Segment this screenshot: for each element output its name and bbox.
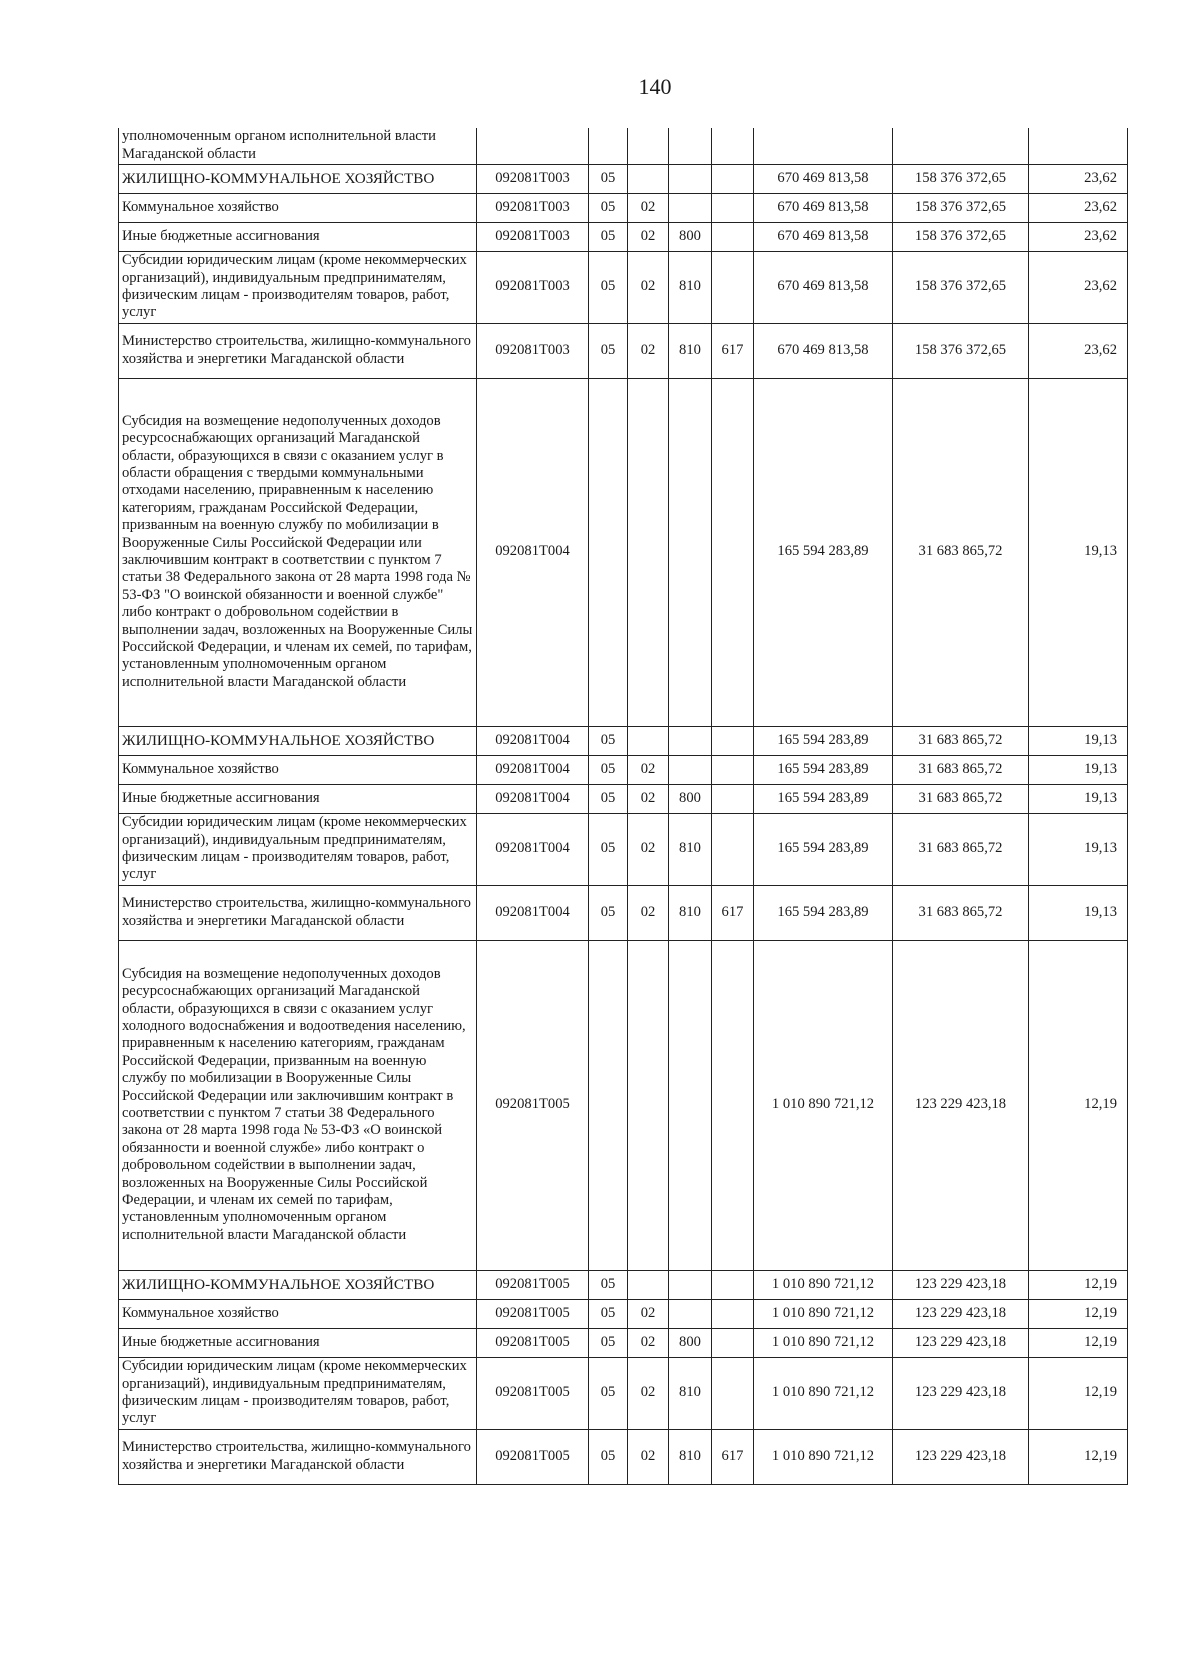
expense-type-code xyxy=(669,193,712,222)
item-name: ЖИЛИЩНО-КОММУНАЛЬНОЕ ХОЗЯЙСТВО xyxy=(119,1270,477,1299)
target-code: 092081Т004 xyxy=(477,726,589,755)
table-row xyxy=(119,193,1128,222)
table-row xyxy=(119,128,1128,164)
execution-percent: 23,62 xyxy=(1029,251,1128,323)
subsection-code: 02 xyxy=(628,222,669,251)
subsection-code xyxy=(628,378,669,726)
target-code: 092081Т004 xyxy=(477,755,589,784)
table-row xyxy=(119,784,1128,813)
subsection-code xyxy=(628,726,669,755)
section-code: 05 xyxy=(589,323,628,378)
fact-amount: 31 683 865,72 xyxy=(893,885,1029,940)
item-name: Иные бюджетные ассигнования xyxy=(119,1328,477,1357)
item-name: Субсидии юридическим лицам (кроме некоммерческих организаций), индивидуальным предпринимателям, физическим лицам - производителям товаров, работ, услуг xyxy=(119,251,477,323)
subsection-code: 02 xyxy=(628,813,669,885)
target-code: 092081Т004 xyxy=(477,378,589,726)
target-code: 092081Т003 xyxy=(477,251,589,323)
expense-type-code: 800 xyxy=(669,222,712,251)
execution-percent: 19,13 xyxy=(1029,726,1128,755)
execution-percent: 23,62 xyxy=(1029,323,1128,378)
section-code: 05 xyxy=(589,1299,628,1328)
fact-amount: 158 376 372,65 xyxy=(893,251,1029,323)
table-row xyxy=(119,813,1128,885)
execution-percent: 23,62 xyxy=(1029,222,1128,251)
budget-table xyxy=(118,128,1128,1485)
table-row xyxy=(119,378,1128,726)
section-code: 05 xyxy=(589,193,628,222)
expense-type-code: 810 xyxy=(669,885,712,940)
admin-code: 617 xyxy=(712,1429,754,1484)
admin-code xyxy=(712,726,754,755)
execution-percent: 19,13 xyxy=(1029,755,1128,784)
section-code: 05 xyxy=(589,726,628,755)
expense-type-code: 800 xyxy=(669,784,712,813)
execution-percent: 12,19 xyxy=(1029,940,1128,1270)
budget-table-body xyxy=(119,128,1128,1484)
execution-percent: 12,19 xyxy=(1029,1357,1128,1429)
execution-percent: 19,13 xyxy=(1029,885,1128,940)
expense-type-code: 810 xyxy=(669,1357,712,1429)
table-row xyxy=(119,251,1128,323)
target-code: 092081Т005 xyxy=(477,1299,589,1328)
admin-code xyxy=(712,1357,754,1429)
subsection-code: 02 xyxy=(628,784,669,813)
plan-amount: 670 469 813,58 xyxy=(754,222,893,251)
target-code: 092081Т004 xyxy=(477,784,589,813)
plan-amount: 165 594 283,89 xyxy=(754,726,893,755)
section-code: 05 xyxy=(589,222,628,251)
expense-type-code xyxy=(669,726,712,755)
table-row xyxy=(119,222,1128,251)
page-number: 140 xyxy=(638,74,672,99)
plan-amount: 165 594 283,89 xyxy=(754,378,893,726)
plan-amount xyxy=(754,128,893,164)
plan-amount: 165 594 283,89 xyxy=(754,885,893,940)
section-code xyxy=(589,940,628,1270)
subsection-code: 02 xyxy=(628,193,669,222)
table-row xyxy=(119,323,1128,378)
admin-code xyxy=(712,784,754,813)
fact-amount: 123 229 423,18 xyxy=(893,1429,1029,1484)
admin-code xyxy=(712,222,754,251)
table-row xyxy=(119,164,1128,193)
plan-amount: 165 594 283,89 xyxy=(754,813,893,885)
item-name: Субсидии юридическим лицам (кроме некоммерческих организаций), индивидуальным предпринимателям, физическим лицам - производителям товаров, работ, услуг xyxy=(119,1357,477,1429)
plan-amount: 670 469 813,58 xyxy=(754,323,893,378)
admin-code xyxy=(712,1299,754,1328)
expense-type-code xyxy=(669,128,712,164)
item-name: Министерство строительства, жилищно-коммунального хозяйства и энергетики Магаданской области xyxy=(119,885,477,940)
fact-amount: 158 376 372,65 xyxy=(893,193,1029,222)
table-row xyxy=(119,726,1128,755)
table-row xyxy=(119,1357,1128,1429)
expense-type-code: 810 xyxy=(669,813,712,885)
admin-code xyxy=(712,193,754,222)
execution-percent: 19,13 xyxy=(1029,784,1128,813)
subsection-code: 02 xyxy=(628,323,669,378)
section-code: 05 xyxy=(589,1429,628,1484)
item-name: Министерство строительства, жилищно-коммунального хозяйства и энергетики Магаданской области xyxy=(119,323,477,378)
fact-amount: 31 683 865,72 xyxy=(893,726,1029,755)
expense-type-code xyxy=(669,1270,712,1299)
section-code: 05 xyxy=(589,164,628,193)
table-row xyxy=(119,1429,1128,1484)
item-name: Субсидии юридическим лицам (кроме некоммерческих организаций), индивидуальным предпринимателям, физическим лицам - производителям товаров, работ, услуг xyxy=(119,813,477,885)
fact-amount: 31 683 865,72 xyxy=(893,813,1029,885)
plan-amount: 1 010 890 721,12 xyxy=(754,1429,893,1484)
execution-percent xyxy=(1029,128,1128,164)
section-code: 05 xyxy=(589,1270,628,1299)
fact-amount: 31 683 865,72 xyxy=(893,784,1029,813)
expense-type-code xyxy=(669,164,712,193)
subsection-code xyxy=(628,128,669,164)
target-code: 092081Т005 xyxy=(477,1328,589,1357)
subsection-code: 02 xyxy=(628,1299,669,1328)
subsection-code: 02 xyxy=(628,1328,669,1357)
table-row xyxy=(119,755,1128,784)
section-code: 05 xyxy=(589,251,628,323)
fact-amount: 123 229 423,18 xyxy=(893,1357,1029,1429)
plan-amount: 165 594 283,89 xyxy=(754,784,893,813)
item-name: Министерство строительства, жилищно-коммунального хозяйства и энергетики Магаданской области xyxy=(119,1429,477,1484)
subsection-code xyxy=(628,940,669,1270)
execution-percent: 19,13 xyxy=(1029,378,1128,726)
fact-amount: 158 376 372,65 xyxy=(893,164,1029,193)
plan-amount: 1 010 890 721,12 xyxy=(754,940,893,1270)
execution-percent: 19,13 xyxy=(1029,813,1128,885)
expense-type-code: 810 xyxy=(669,323,712,378)
expense-type-code xyxy=(669,378,712,726)
plan-amount: 670 469 813,58 xyxy=(754,251,893,323)
admin-code xyxy=(712,755,754,784)
admin-code xyxy=(712,128,754,164)
admin-code xyxy=(712,164,754,193)
plan-amount: 670 469 813,58 xyxy=(754,164,893,193)
execution-percent: 12,19 xyxy=(1029,1328,1128,1357)
target-code: 092081Т005 xyxy=(477,1357,589,1429)
expense-type-code xyxy=(669,755,712,784)
subsection-code: 02 xyxy=(628,755,669,784)
section-code: 05 xyxy=(589,813,628,885)
expense-type-code: 800 xyxy=(669,1328,712,1357)
item-name: ЖИЛИЩНО-КОММУНАЛЬНОЕ ХОЗЯЙСТВО xyxy=(119,726,477,755)
target-code: 092081Т005 xyxy=(477,1270,589,1299)
fact-amount xyxy=(893,128,1029,164)
fact-amount: 123 229 423,18 xyxy=(893,940,1029,1270)
admin-code xyxy=(712,940,754,1270)
table-row xyxy=(119,1328,1128,1357)
plan-amount: 670 469 813,58 xyxy=(754,193,893,222)
expense-type-code: 810 xyxy=(669,251,712,323)
table-row xyxy=(119,1299,1128,1328)
expense-type-code xyxy=(669,940,712,1270)
fact-amount: 158 376 372,65 xyxy=(893,222,1029,251)
item-name: Коммунальное хозяйство xyxy=(119,1299,477,1328)
target-code: 092081Т005 xyxy=(477,940,589,1270)
target-code: 092081Т004 xyxy=(477,885,589,940)
fact-amount: 123 229 423,18 xyxy=(893,1328,1029,1357)
expense-type-code xyxy=(669,1299,712,1328)
admin-code xyxy=(712,251,754,323)
item-name: Иные бюджетные ассигнования xyxy=(119,784,477,813)
target-code: 092081Т003 xyxy=(477,323,589,378)
fact-amount: 31 683 865,72 xyxy=(893,378,1029,726)
section-code: 05 xyxy=(589,755,628,784)
admin-code: 617 xyxy=(712,323,754,378)
item-name: Иные бюджетные ассигнования xyxy=(119,222,477,251)
fact-amount: 123 229 423,18 xyxy=(893,1270,1029,1299)
section-code: 05 xyxy=(589,784,628,813)
admin-code: 617 xyxy=(712,885,754,940)
execution-percent: 12,19 xyxy=(1029,1299,1128,1328)
target-code xyxy=(477,128,589,164)
section-code: 05 xyxy=(589,1357,628,1429)
plan-amount: 1 010 890 721,12 xyxy=(754,1299,893,1328)
table-row xyxy=(119,940,1128,1270)
execution-percent: 12,19 xyxy=(1029,1270,1128,1299)
section-code xyxy=(589,128,628,164)
fact-amount: 158 376 372,65 xyxy=(893,323,1029,378)
execution-percent: 12,19 xyxy=(1029,1429,1128,1484)
target-code: 092081Т003 xyxy=(477,164,589,193)
plan-amount: 1 010 890 721,12 xyxy=(754,1328,893,1357)
item-name: уполномоченным органом исполнительной власти Магаданской области xyxy=(119,128,477,164)
item-name: Коммунальное хозяйство xyxy=(119,755,477,784)
plan-amount: 165 594 283,89 xyxy=(754,755,893,784)
execution-percent: 23,62 xyxy=(1029,193,1128,222)
item-name: Субсидия на возмещение недополученных доходов ресурсоснабжающих организаций Магаданской области, образующихся в связи с оказанием услуг холодного водоснабжения и водоотведения населению, приравненным к населению категориям, гражданам Российской Федерации, призванным на военную службу по мобилизации в Вооруженные Силы Российской Федерации или заключившим контракт в соответствии с пунктом 7 статьи 38 Федерального закона от 28 марта 1998 года № 53-ФЗ «О воинской обязанности и военной службе» либо контракт о добровольном содействии в выполнении задач, возложенных на Вооруженные Силы Российской Федерации, и членам их семей по тарифам, установленным уполномоченным органом исполнительной власти Магаданской области xyxy=(119,940,477,1270)
target-code: 092081Т003 xyxy=(477,222,589,251)
target-code: 092081Т003 xyxy=(477,193,589,222)
plan-amount: 1 010 890 721,12 xyxy=(754,1357,893,1429)
fact-amount: 31 683 865,72 xyxy=(893,755,1029,784)
admin-code xyxy=(712,1328,754,1357)
subsection-code: 02 xyxy=(628,1429,669,1484)
item-name: Коммунальное хозяйство xyxy=(119,193,477,222)
plan-amount: 1 010 890 721,12 xyxy=(754,1270,893,1299)
subsection-code: 02 xyxy=(628,1357,669,1429)
item-name: Субсидия на возмещение недополученных доходов ресурсоснабжающих организаций Магаданской области, образующихся в связи с оказанием услуг в области обращения с твердыми коммунальными отходами населению, приравненным к населению категориям, гражданам Российской Федерации, призванным на военную службу по мобилизации в Вооруженные Силы Российской Федерации или заключившим контракт в соответствии с пунктом 7 статьи 38 Федерального закона от 28 марта 1998 года № 53-ФЗ "О воинской обязанности и военной службе" либо контракт о добровольном содействии в выполнении задач, возложенных на Вооруженные Силы Российской Федерации, и членам их семей, по тарифам, установленным уполномоченным органом исполнительной власти Магаданской области xyxy=(119,378,477,726)
item-name: ЖИЛИЩНО-КОММУНАЛЬНОЕ ХОЗЯЙСТВО xyxy=(119,164,477,193)
table-row xyxy=(119,1270,1128,1299)
section-code: 05 xyxy=(589,1328,628,1357)
fact-amount: 123 229 423,18 xyxy=(893,1299,1029,1328)
section-code xyxy=(589,378,628,726)
subsection-code xyxy=(628,164,669,193)
admin-code xyxy=(712,1270,754,1299)
admin-code xyxy=(712,813,754,885)
target-code: 092081Т005 xyxy=(477,1429,589,1484)
subsection-code xyxy=(628,1270,669,1299)
target-code: 092081Т004 xyxy=(477,813,589,885)
admin-code xyxy=(712,378,754,726)
table-row xyxy=(119,885,1128,940)
section-code: 05 xyxy=(589,885,628,940)
execution-percent: 23,62 xyxy=(1029,164,1128,193)
subsection-code: 02 xyxy=(628,885,669,940)
expense-type-code: 810 xyxy=(669,1429,712,1484)
subsection-code: 02 xyxy=(628,251,669,323)
